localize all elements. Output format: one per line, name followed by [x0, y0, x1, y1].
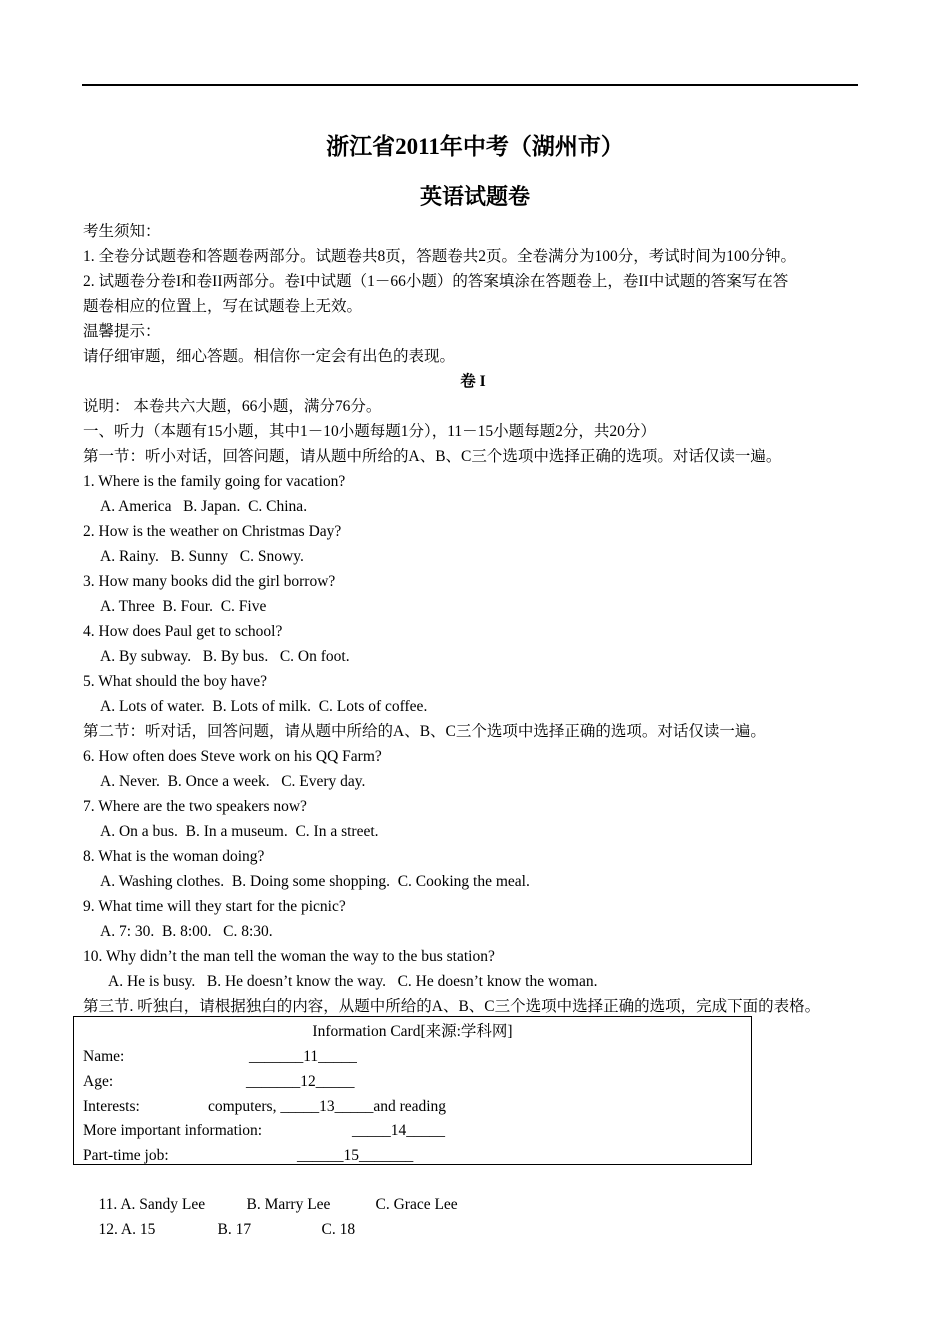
document-subtitle: 英语试题卷 — [419, 184, 530, 209]
question-options: A. Lots of water. B. Lots of milk. C. Lots of coffee. — [100, 698, 428, 715]
tip-text: 请仔细审题，细心答题。相信你一定会有出色的表现。 — [83, 348, 456, 365]
volume-description: 说明： 本卷共六大题，66小题，满分76分。 — [83, 398, 382, 415]
notice-item-1: 1. 全卷分试题卷和答题卷两部分。试题卷共8页，答题卷共2页。全卷满分为100分，考试时间为100分钟。 — [83, 248, 797, 265]
card-blank-14: _____14_____ — [352, 1122, 445, 1139]
answer-options — [83, 1167, 863, 1238]
question-text: 6. How often does Steve work on his QQ Farm? — [83, 748, 382, 765]
question-text: 3. How many books did the girl borrow? — [83, 573, 336, 590]
question-text: 10. Why didn’t the man tell the woman the way to the bus station? — [83, 948, 495, 965]
question-options: A. Washing clothes. B. Doing some shopping. C. Cooking the meal. — [100, 873, 530, 890]
question-options: A. America B. Japan. C. China. — [100, 498, 308, 515]
question-text: 2. How is the weather on Christmas Day? — [83, 523, 342, 540]
card-label-name: Name: — [83, 1048, 125, 1065]
card-blank-15: ______15_______ — [297, 1147, 414, 1164]
card-title: Information Card[来源:学科网] — [312, 1023, 513, 1040]
answer-option-c: C. Grace Lee — [375, 1196, 458, 1213]
document-title: 浙江省2011年中考（湖州市） — [326, 134, 624, 159]
card-label-more-info: More important information: — [83, 1122, 263, 1139]
answer-option-c: C. 18 — [321, 1221, 356, 1238]
question-text: 7. Where are the two speakers now? — [83, 798, 307, 815]
question-options: A. Rainy. B. Sunny C. Snowy. — [100, 548, 304, 565]
answer-option-b: B. 17 — [217, 1221, 252, 1238]
question-text: 4. How does Paul get to school? — [83, 623, 283, 640]
question-options: A. 7: 30. B. 8:00. C. 8:30. — [100, 923, 273, 940]
information-card — [73, 1016, 752, 1165]
section-3-heading: 第三节. 听独白，请根据独白的内容，从题中所给的A、B、C三个选项中选择正确的选项，完成下面的表格。 — [83, 998, 821, 1015]
card-blank-12: _______12_____ — [246, 1073, 355, 1090]
card-blank-13: computers, _____13_____and reading — [208, 1098, 447, 1115]
question-text: 1. Where is the family going for vacation? — [83, 473, 346, 490]
question-text: 5. What should the boy have? — [83, 673, 267, 690]
section-1-heading: 第一节：听小对话，回答问题，请从题中所给的A、B、C三个选项中选择正确的选项。对话仅读一遍。 — [83, 448, 782, 465]
top-rule — [82, 84, 858, 86]
card-label-part-time-job: Part-time job: — [83, 1147, 169, 1164]
tip-heading: 温馨提示： — [83, 323, 161, 340]
question-text: 8. What is the woman doing? — [83, 848, 265, 865]
answer-row-11 — [83, 1167, 863, 1213]
card-blank-11: _______11_____ — [249, 1048, 357, 1065]
card-label-age: Age: — [83, 1073, 114, 1090]
card-label-interests: Interests: — [83, 1098, 140, 1115]
question-options: A. By subway. B. By bus. C. On foot. — [100, 648, 350, 665]
question-text: 9. What time will they start for the picnic? — [83, 898, 346, 915]
question-options: A. On a bus. B. In a museum. C. In a street. — [100, 823, 379, 840]
answer-option-a: 11. A. Sandy Lee — [98, 1196, 206, 1213]
question-options: A. He is busy. B. He doesn’t know the way. C. He doesn’t know the woman. — [108, 973, 598, 990]
answer-option-a: 12. A. 15 — [98, 1221, 156, 1238]
question-options: A. Three B. Four. C. Five — [100, 598, 267, 615]
answer-option-b: B. Marry Lee — [246, 1196, 331, 1213]
notice-heading: 考生须知： — [83, 223, 161, 240]
notice-item-2a: 2. 试题卷分卷I和卷II两部分。卷I中试题（1－66小题）的答案填涂在答题卷上，卷II中试题的答案写在答 — [83, 273, 789, 290]
section-2-heading: 第二节：听对话，回答问题，请从题中所给的A、B、C三个选项中选择正确的选项。对话仅读一遍。 — [83, 723, 766, 740]
volume-label: 卷 I — [460, 373, 486, 390]
document-body — [83, 219, 863, 1019]
part-1-heading: 一、听力（本题有15小题，其中1－10小题每题1分），11－15小题每题2分，共20分） — [83, 423, 656, 440]
question-options: A. Never. B. Once a week. C. Every day. — [100, 773, 366, 790]
notice-item-2b: 题卷相应的位置上，写在试题卷上无效。 — [83, 298, 363, 315]
